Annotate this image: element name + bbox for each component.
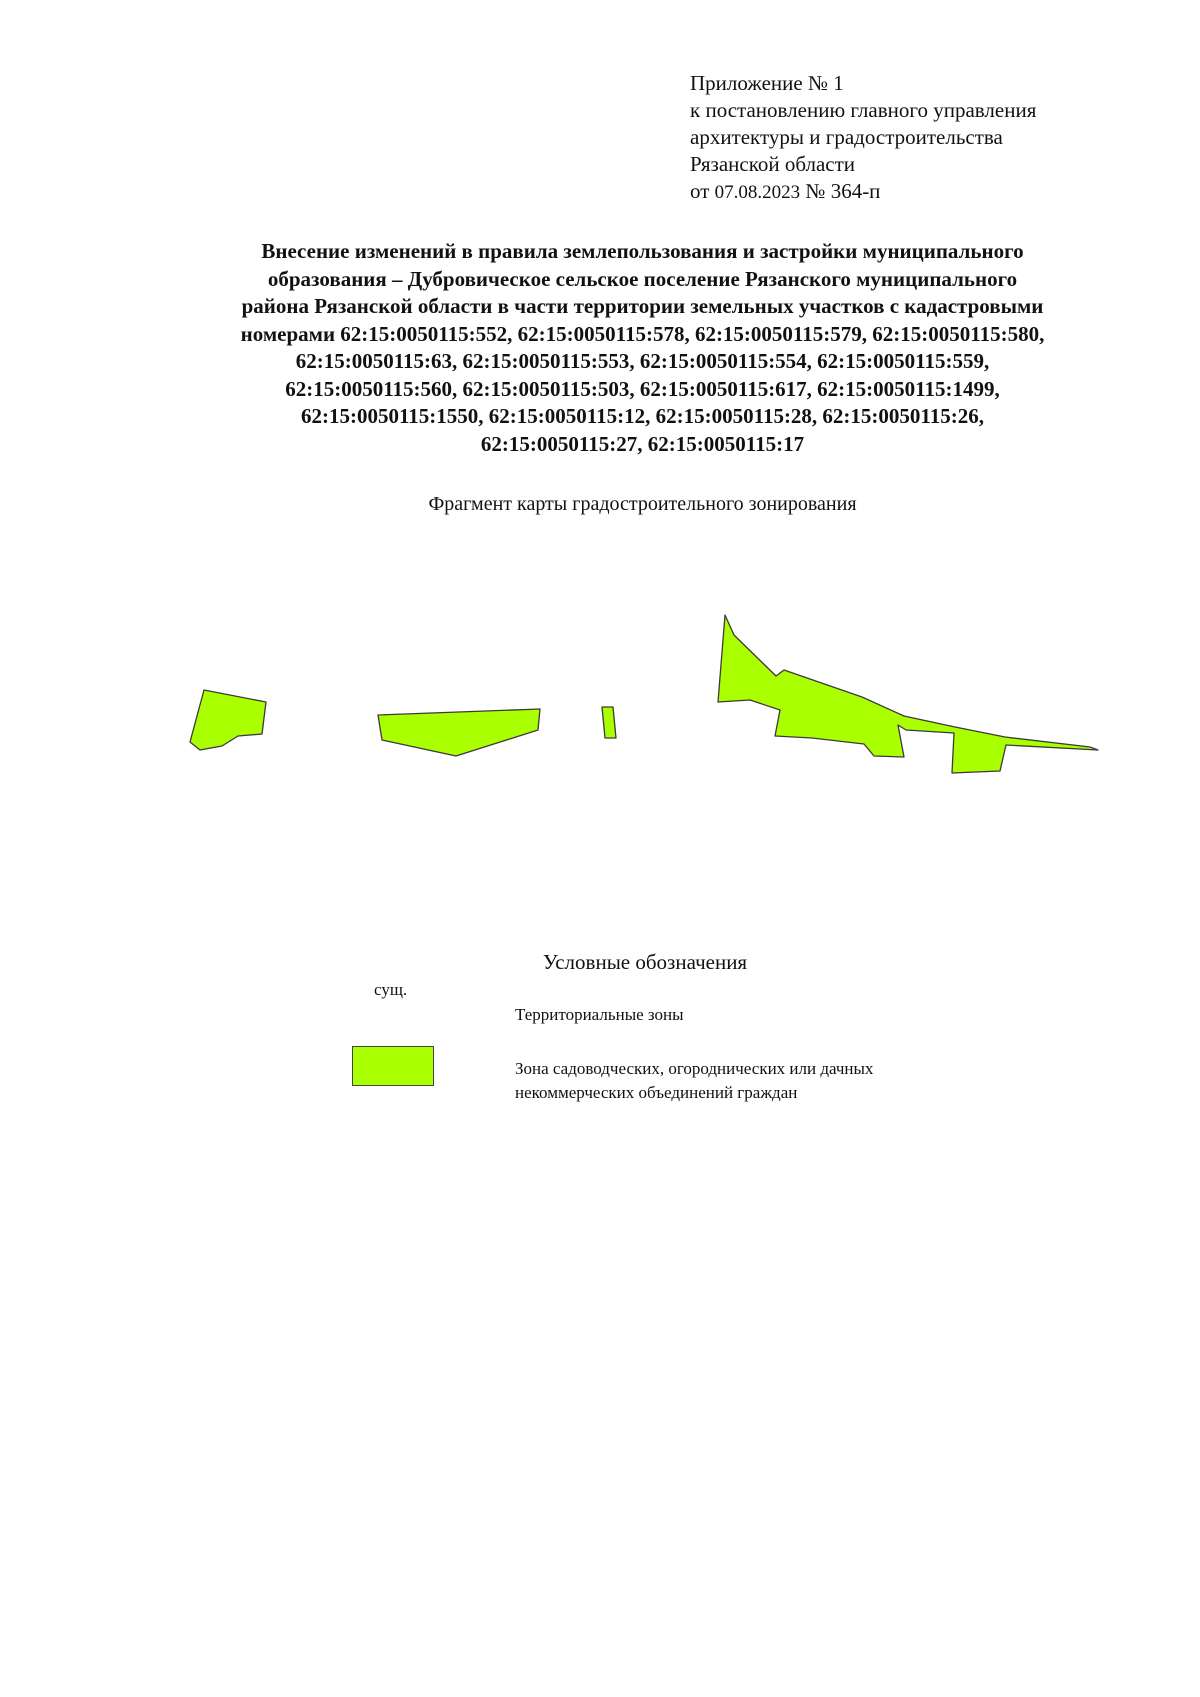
annex-date: 07.08.2023 [714,182,801,203]
legend-item-line-1: Зона садоводческих, огороднических или дачных [515,1059,874,1078]
title-line-8: 62:15:0050115:27, 62:15:0050115:17 [480,431,805,456]
annex-date-prefix: от [690,179,710,203]
annex-doc-number: № 364-п [805,179,881,203]
zone-polygon-3 [602,707,616,738]
annex-line-3: архитектуры и градостроительства [690,125,1003,149]
annex-number: Приложение № 1 [690,71,844,95]
legend-item-line-2: некоммерческих объединений граждан [515,1083,798,1102]
zone-polygons [190,615,1098,773]
title-line-7: 62:15:0050115:1550, 62:15:0050115:12, 62:15:0050115:28, 62:15:0050115:26, [300,404,985,428]
title-line-6: 62:15:0050115:560, 62:15:0050115:503, 62:15:0050115:617, 62:15:0050115:1499, [285,376,1000,401]
title-line-2: образования – Дубровическое сельское поселение Рязанского муниципального [267,266,1018,291]
annex-line-2: к постановлению главного управления [690,98,1037,122]
annex-date-line [690,178,1150,206]
zone-polygon-2 [378,709,540,756]
legend-status-label: сущ. [374,980,408,999]
zone-polygon-1 [190,690,266,750]
legend-item-garden-zone [515,1057,995,1105]
annex-line-4: Рязанской области [690,152,856,176]
title-line-5: 62:15:0050115:63, 62:15:0050115:553, 62:15:0050115:554, 62:15:0050115:559, [295,349,990,373]
annex-header [690,70,1150,206]
legend-group-label: Территориальные зоны [515,1005,684,1024]
map-subtitle: Фрагмент карты градостроительного зонирования [428,493,857,515]
title-line-3: района Рязанской области в части территории земельных участков с кадастровыми [241,294,1044,318]
legend-title: Условные обозначения [542,950,748,974]
zone-polygon-4 [718,615,1098,773]
document-title [170,238,1115,458]
title-line-4: номерами 62:15:0050115:552, 62:15:0050115:578, 62:15:0050115:579, 62:15:0050115:580, [240,321,1045,346]
zoning-map-fragment [0,600,1200,800]
title-line-1: Внесение изменений в правила землепользования и застройки муниципального [261,239,1024,263]
legend-swatch-garden-zone [352,1046,434,1086]
